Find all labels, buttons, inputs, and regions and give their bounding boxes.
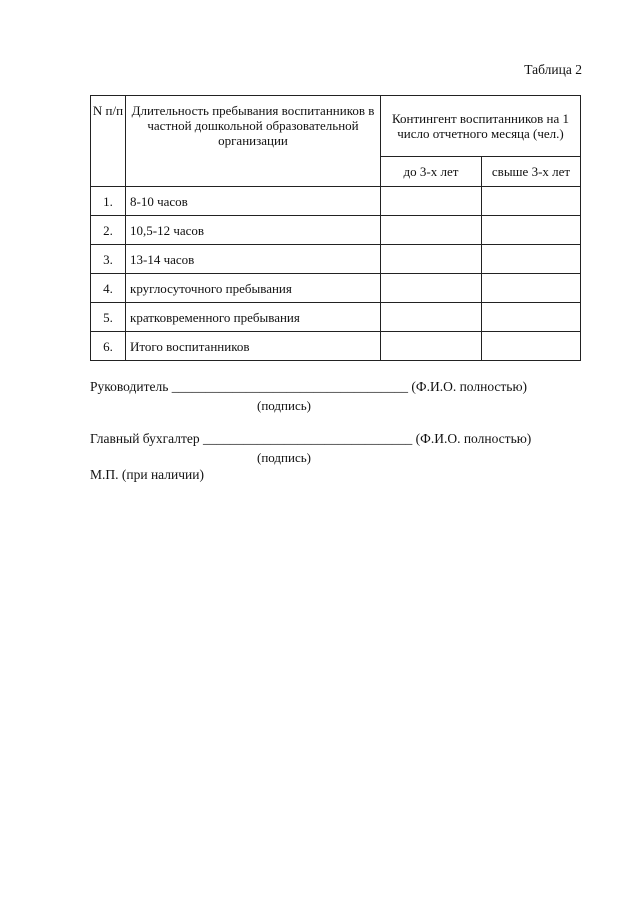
cell-under-3[interactable] bbox=[381, 303, 482, 332]
row-label: кратковременного пребывания bbox=[126, 303, 381, 332]
row-number: 1. bbox=[91, 187, 126, 216]
row-number: 6. bbox=[91, 332, 126, 361]
cell-over-3[interactable] bbox=[482, 274, 581, 303]
accountant-signature-line: Главный бухгалтер _______________________________ (Ф.И.О. полностью) bbox=[90, 431, 532, 446]
row-number: 2. bbox=[91, 216, 126, 245]
table-caption: Таблица 2 bbox=[524, 62, 582, 77]
contingent-table bbox=[90, 95, 581, 361]
header-under-3: до 3-х лет bbox=[381, 157, 482, 187]
table-row bbox=[91, 245, 581, 274]
row-label: круглосуточного пребывания bbox=[126, 274, 381, 303]
row-number: 5. bbox=[91, 303, 126, 332]
accountant-signature-caption: (подпись) bbox=[257, 450, 311, 465]
cell-under-3[interactable] bbox=[381, 274, 482, 303]
cell-under-3[interactable] bbox=[381, 187, 482, 216]
cell-under-3[interactable] bbox=[381, 332, 482, 361]
row-number: 3. bbox=[91, 245, 126, 274]
stamp-note: М.П. (при наличии) bbox=[90, 467, 204, 482]
cell-under-3[interactable] bbox=[381, 216, 482, 245]
row-label: 13-14 часов bbox=[126, 245, 381, 274]
header-duration: Длительность пребывания воспитанников в частной дошкольной образовательной организации bbox=[126, 96, 381, 187]
cell-over-3[interactable] bbox=[482, 332, 581, 361]
cell-over-3[interactable] bbox=[482, 245, 581, 274]
header-over-3: свыше 3-х лет bbox=[482, 157, 581, 187]
header-number: N п/п bbox=[91, 96, 126, 187]
cell-under-3[interactable] bbox=[381, 245, 482, 274]
row-label: 8-10 часов bbox=[126, 187, 381, 216]
head-signature-line: Руководитель ___________________________________ (Ф.И.О. полностью) bbox=[90, 379, 528, 394]
table-row bbox=[91, 216, 581, 245]
table-row bbox=[91, 274, 581, 303]
row-label: 10,5-12 часов bbox=[126, 216, 381, 245]
row-label: Итого воспитанников bbox=[126, 332, 381, 361]
table-row bbox=[91, 187, 581, 216]
header-contingent: Контингент воспитанников на 1 число отчетного месяца (чел.) bbox=[381, 96, 581, 157]
cell-over-3[interactable] bbox=[482, 303, 581, 332]
cell-over-3[interactable] bbox=[482, 216, 581, 245]
cell-over-3[interactable] bbox=[482, 187, 581, 216]
table-row bbox=[91, 332, 581, 361]
table-row bbox=[91, 303, 581, 332]
head-signature-caption: (подпись) bbox=[257, 398, 311, 413]
row-number: 4. bbox=[91, 274, 126, 303]
